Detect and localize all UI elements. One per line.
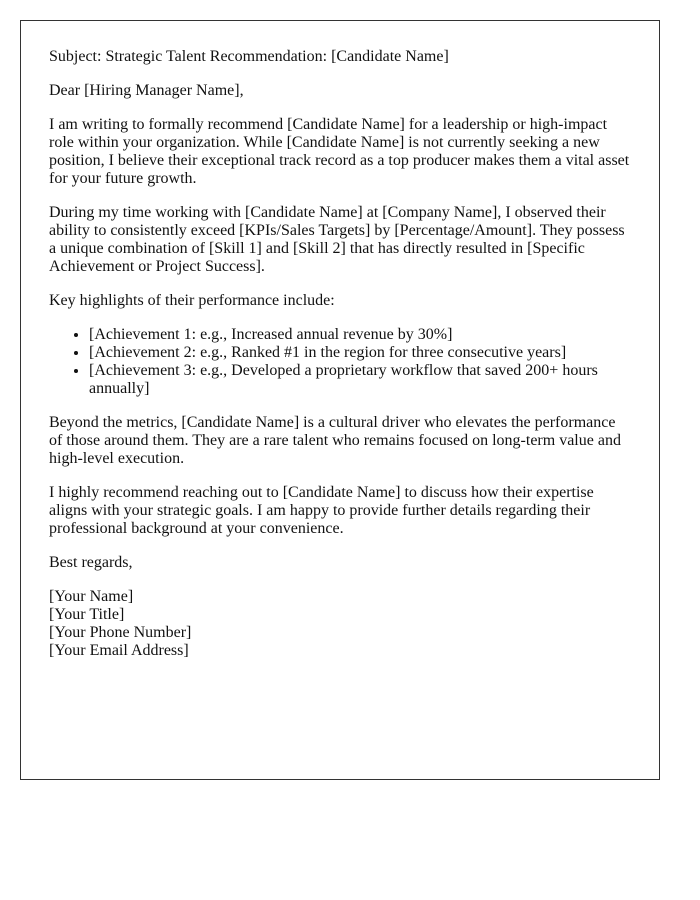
recommendation-paragraph: I highly recommend reaching out to [Candidate Name] to discuss how their expertise aligns with your strategic goals. I am happy to provide further details regarding their professional background at your convenience. (49, 484, 594, 537)
culture-paragraph: Beyond the metrics, [Candidate Name] is a cultural driver who elevates the performance of those around them. They are a rare talent who remains focused on long-term value and high-level execution. (49, 414, 621, 467)
experience-paragraph: During my time working with [Candidate Name] at [Company Name], I observed their ability to consistently exceed [KPIs/Sales Targets] by [Percentage/Amount]. They possess a unique combination of [Skill 1] and [Skill 2] that has directly resulted in [Specific Achievement or Project Success]. (49, 204, 625, 275)
sign-off: Best regards, (49, 554, 133, 571)
highlight-item: • [Achievement 1: e.g., Increased annual revenue by 30%] (89, 326, 631, 344)
highlight-item: • [Achievement 2: e.g., Ranked #1 in the region for three consecutive years] (89, 344, 631, 362)
signature-name: [Your Name] (49, 588, 134, 605)
salutation: Dear [Hiring Manager Name], (49, 82, 244, 99)
signature-phone: [Your Phone Number] (49, 624, 192, 641)
signature-email: [Your Email Address] (49, 642, 189, 659)
signature-block (49, 588, 631, 660)
letter-container (20, 20, 660, 780)
highlight-item: • [Achievement 3: e.g., Developed a proprietary workflow that saved 200+ hours annually] (89, 362, 631, 398)
signature-title: [Your Title] (49, 606, 125, 623)
highlights-list (49, 326, 631, 398)
subject-line: Subject: Strategic Talent Recommendation: [Candidate Name] (49, 48, 449, 65)
highlights-intro: Key highlights of their performance include: (49, 292, 335, 309)
intro-paragraph: I am writing to formally recommend [Candidate Name] for a leadership or high-impact role within your organization. While [Candidate Name] is not currently seeking a new position, I believe their exceptional track record as a top producer makes them a vital asset for your future growth. (49, 116, 630, 187)
